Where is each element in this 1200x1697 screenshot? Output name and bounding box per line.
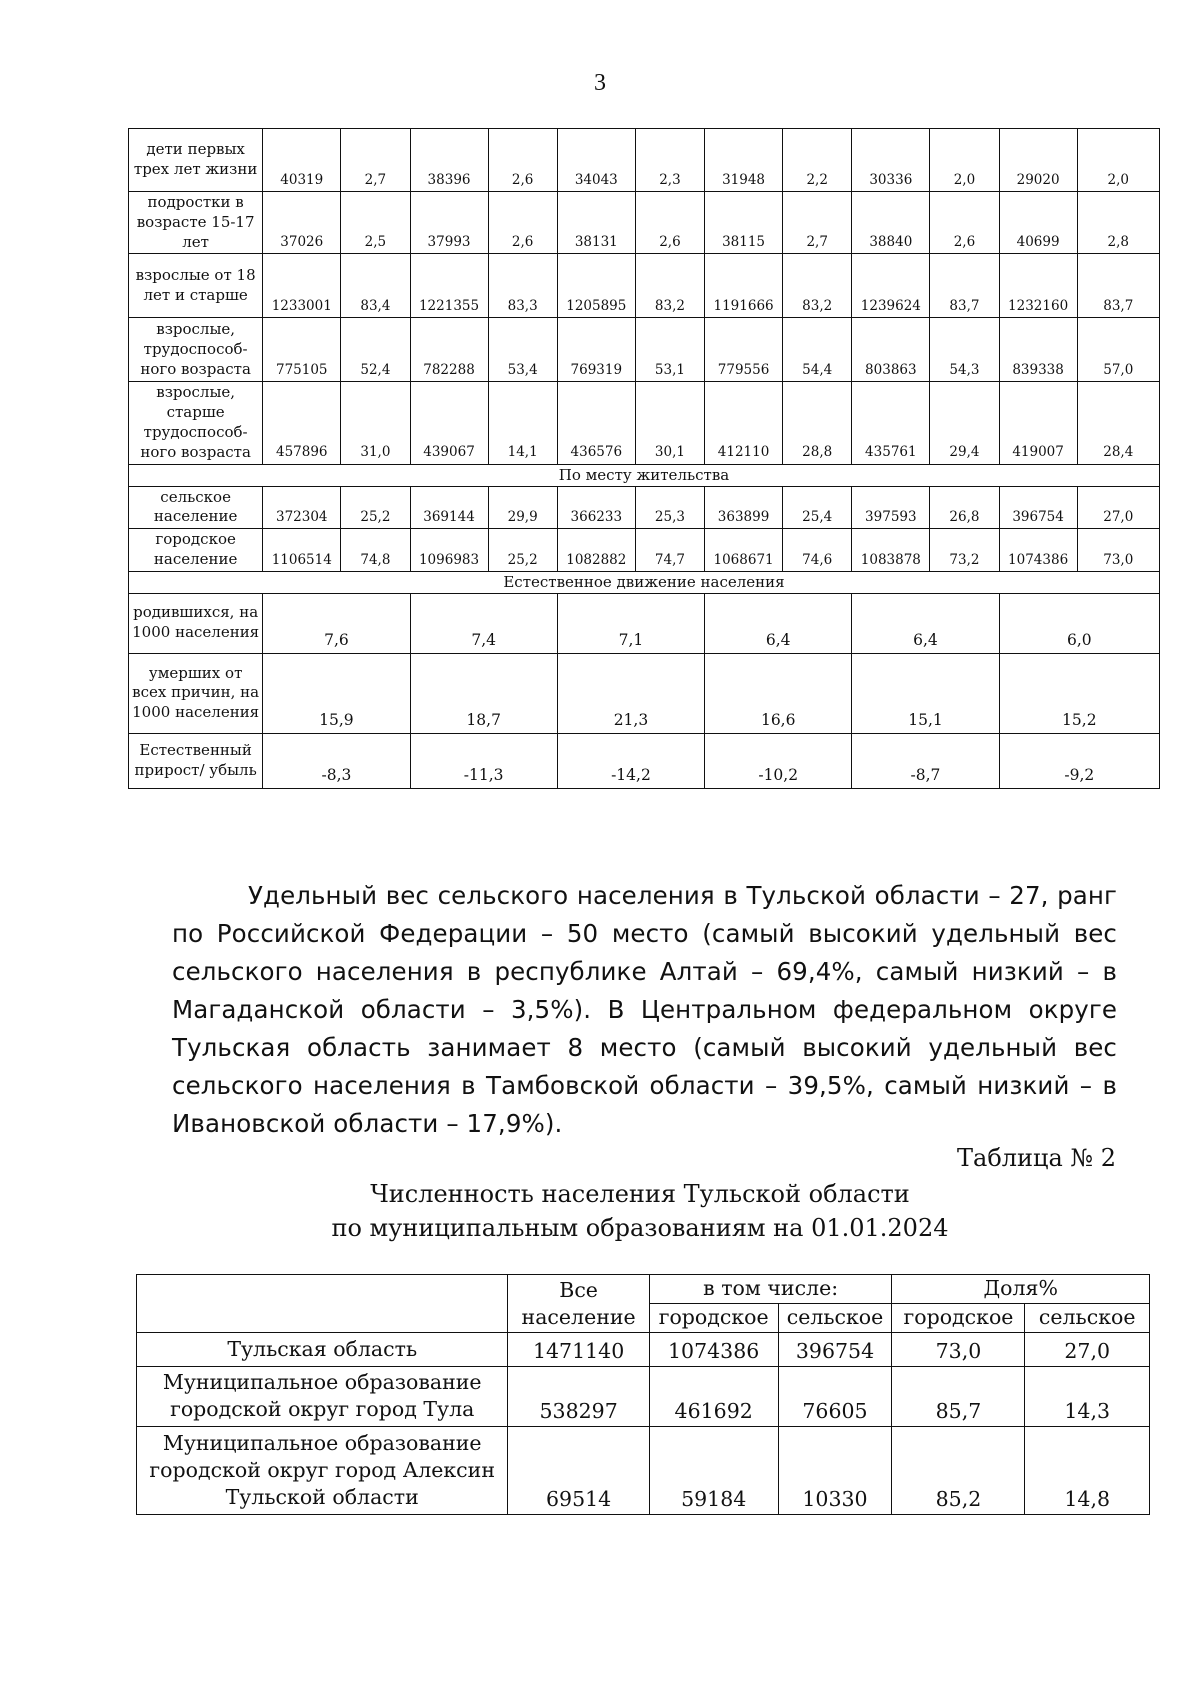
table-cell: 73,0 <box>1077 529 1159 572</box>
table-cell: -10,2 <box>705 733 852 788</box>
cell-share-rural: 14,8 <box>1025 1427 1150 1515</box>
table-cell: 775105 <box>263 318 341 382</box>
table-cell: -14,2 <box>557 733 704 788</box>
table-cell: 366233 <box>557 486 635 529</box>
table-row <box>129 593 1160 653</box>
table-cell: 369144 <box>410 486 488 529</box>
table-cell: -8,3 <box>263 733 410 788</box>
table-cell: 1082882 <box>557 529 635 572</box>
table-cell: 16,6 <box>705 653 852 733</box>
table-cell: 74,8 <box>341 529 410 572</box>
table-cell: 28,8 <box>783 382 852 464</box>
cell-urban: 1074386 <box>649 1333 778 1367</box>
table-row <box>129 192 1160 254</box>
table-cell: 31948 <box>705 129 783 192</box>
table-cell: -11,3 <box>410 733 557 788</box>
table-cell: 74,6 <box>783 529 852 572</box>
table-cell: 74,7 <box>635 529 704 572</box>
body-paragraph: Удельный вес сельского населения в Тульской области – 27, ранг по Российской Федерации – 50 место (самый высокий удельный вес сельского населения в республике Алтай – 69,4%, самый низкий – в Магаданской области – 3,5%). В Центральном федеральном округе Тульская область занимает 8 место (самый высокий удельный вес сельского населения в Тамбовской области – 39,5%, самый низкий – в Ивановской области – 17,9%). <box>172 881 1117 1138</box>
table-cell: 38396 <box>410 129 488 192</box>
cell-total: 69514 <box>508 1427 649 1515</box>
table-title <box>290 1177 990 1245</box>
row-label: Естественный прирост/ убыль <box>129 733 263 788</box>
table-cell: 21,3 <box>557 653 704 733</box>
table-row <box>137 1367 1150 1427</box>
table-cell: 29,9 <box>488 486 557 529</box>
table-cell: 2,6 <box>488 192 557 254</box>
table-cell: 769319 <box>557 318 635 382</box>
table-cell: 53,4 <box>488 318 557 382</box>
table-cell: 6,4 <box>705 593 852 653</box>
table-cell: 6,4 <box>852 593 999 653</box>
table-cell: 2,2 <box>783 129 852 192</box>
table-cell: 28,4 <box>1077 382 1159 464</box>
table-cell: 83,7 <box>1077 254 1159 318</box>
table-cell: 2,5 <box>341 192 410 254</box>
table-cell: 2,7 <box>341 129 410 192</box>
table-row <box>129 653 1160 733</box>
header-all-population: Все население <box>508 1275 649 1333</box>
table-cell: 37993 <box>410 192 488 254</box>
table-row <box>129 529 1160 572</box>
table-cell: 26,8 <box>930 486 999 529</box>
table-row <box>129 318 1160 382</box>
page-number: 3 <box>594 70 606 96</box>
table-cell: 57,0 <box>1077 318 1159 382</box>
table-cell: 439067 <box>410 382 488 464</box>
municipal-population-table <box>136 1274 1150 1515</box>
table-cell: 15,9 <box>263 653 410 733</box>
table-cell: -8,7 <box>852 733 999 788</box>
cell-share-rural: 27,0 <box>1025 1333 1150 1367</box>
table-cell: 38115 <box>705 192 783 254</box>
table-cell: 25,2 <box>341 486 410 529</box>
row-label: умерших от всех причин, на 1000 населения <box>129 653 263 733</box>
cell-rural: 76605 <box>778 1367 892 1427</box>
table-cell: -9,2 <box>999 733 1159 788</box>
table-cell: 2,0 <box>930 129 999 192</box>
table-cell: 1074386 <box>999 529 1077 572</box>
table-cell: 25,2 <box>488 529 557 572</box>
table-cell: 2,6 <box>930 192 999 254</box>
table-cell: 53,1 <box>635 318 704 382</box>
header-share: Доля% <box>892 1275 1150 1304</box>
row-label: подростки в возрасте 15-17 лет <box>129 192 263 254</box>
header-share-rural: сельское <box>1025 1304 1150 1333</box>
table-cell: 73,2 <box>930 529 999 572</box>
table-row <box>129 254 1160 318</box>
table-row <box>137 1427 1150 1515</box>
table-cell: 803863 <box>852 318 930 382</box>
header-urban: городское <box>649 1304 778 1333</box>
cell-share-urban: 85,2 <box>892 1427 1025 1515</box>
table-cell: 38840 <box>852 192 930 254</box>
table-cell: 54,4 <box>783 318 852 382</box>
table-cell: 31,0 <box>341 382 410 464</box>
table-cell: 37026 <box>263 192 341 254</box>
table-cell: 15,2 <box>999 653 1159 733</box>
table-row <box>129 486 1160 529</box>
table-cell: 14,1 <box>488 382 557 464</box>
table-row <box>129 733 1160 788</box>
table-cell: 419007 <box>999 382 1077 464</box>
municipality-name: Тульская область <box>137 1333 508 1367</box>
table-row <box>129 129 1160 192</box>
table-cell: 52,4 <box>341 318 410 382</box>
table-cell: 40319 <box>263 129 341 192</box>
table-cell: 6,0 <box>999 593 1159 653</box>
table-cell: 1205895 <box>557 254 635 318</box>
table-cell: 1106514 <box>263 529 341 572</box>
row-label: родившихся, на 1000 населения <box>129 593 263 653</box>
table-cell: 1068671 <box>705 529 783 572</box>
row-label: взрослые, старше трудоспособ-ного возраста <box>129 382 263 464</box>
municipality-name: Муниципальное образование городской округ город Алексин Тульской области <box>137 1427 508 1515</box>
table-cell: 7,1 <box>557 593 704 653</box>
cell-urban: 461692 <box>649 1367 778 1427</box>
table-cell: 2,0 <box>1077 129 1159 192</box>
table-title-line-1: Численность населения Тульской области <box>370 1180 910 1208</box>
table-cell: 457896 <box>263 382 341 464</box>
demographics-table <box>128 128 1160 789</box>
table-cell: 1233001 <box>263 254 341 318</box>
table-cell: 7,4 <box>410 593 557 653</box>
row-label: сельское население <box>129 486 263 529</box>
table-cell: 83,3 <box>488 254 557 318</box>
header-rural: сельское <box>778 1304 892 1333</box>
table-cell: 25,4 <box>783 486 852 529</box>
table-cell: 38131 <box>557 192 635 254</box>
table-cell: 397593 <box>852 486 930 529</box>
table-cell: 839338 <box>999 318 1077 382</box>
table-cell: 54,3 <box>930 318 999 382</box>
table-cell: 34043 <box>557 129 635 192</box>
municipality-name: Муниципальное образование городской округ город Тула <box>137 1367 508 1427</box>
table-cell: 30336 <box>852 129 930 192</box>
header-empty-cell <box>137 1275 508 1333</box>
table-title-line-2: по муниципальным образованиям на 01.01.2024 <box>331 1214 949 1242</box>
cell-total: 1471140 <box>508 1333 649 1367</box>
table-cell: 1232160 <box>999 254 1077 318</box>
table-cell: 1096983 <box>410 529 488 572</box>
table-cell: 396754 <box>999 486 1077 529</box>
table-number: Таблица № 2 <box>957 1144 1116 1172</box>
table-cell: 436576 <box>557 382 635 464</box>
row-label: взрослые от 18 лет и старше <box>129 254 263 318</box>
row-label: взрослые, трудоспособ-ного возраста <box>129 318 263 382</box>
table-cell: 1221355 <box>410 254 488 318</box>
table-cell: 27,0 <box>1077 486 1159 529</box>
table-cell: 372304 <box>263 486 341 529</box>
table-cell: 7,6 <box>263 593 410 653</box>
row-label: городское население <box>129 529 263 572</box>
cell-share-urban: 85,7 <box>892 1367 1025 1427</box>
cell-rural: 10330 <box>778 1427 892 1515</box>
section-header-residence: По месту жительства <box>129 464 1160 486</box>
table-row <box>129 382 1160 464</box>
table-cell: 2,8 <box>1077 192 1159 254</box>
table-cell: 29020 <box>999 129 1077 192</box>
table-cell: 782288 <box>410 318 488 382</box>
cell-total: 538297 <box>508 1367 649 1427</box>
table-cell: 363899 <box>705 486 783 529</box>
table-cell: 29,4 <box>930 382 999 464</box>
table-cell: 2,6 <box>488 129 557 192</box>
cell-share-urban: 73,0 <box>892 1333 1025 1367</box>
header-including: в том числе: <box>649 1275 892 1304</box>
table-cell: 779556 <box>705 318 783 382</box>
cell-rural: 396754 <box>778 1333 892 1367</box>
table-cell: 2,6 <box>635 192 704 254</box>
table-row <box>137 1333 1150 1367</box>
table-cell: 18,7 <box>410 653 557 733</box>
table-cell: 1083878 <box>852 529 930 572</box>
table-cell: 83,2 <box>783 254 852 318</box>
table-cell: 25,3 <box>635 486 704 529</box>
header-share-urban: городское <box>892 1304 1025 1333</box>
table-cell: 40699 <box>999 192 1077 254</box>
table-cell: 30,1 <box>635 382 704 464</box>
table-cell: 83,7 <box>930 254 999 318</box>
table-cell: 83,4 <box>341 254 410 318</box>
table-cell: 15,1 <box>852 653 999 733</box>
table-cell: 435761 <box>852 382 930 464</box>
table-cell: 1191666 <box>705 254 783 318</box>
table-cell: 412110 <box>705 382 783 464</box>
cell-urban: 59184 <box>649 1427 778 1515</box>
table-cell: 2,7 <box>783 192 852 254</box>
table-cell: 83,2 <box>635 254 704 318</box>
cell-share-rural: 14,3 <box>1025 1367 1150 1427</box>
section-header-natural: Естественное движение населения <box>129 571 1160 593</box>
row-label: дети первых трех лет жизни <box>129 129 263 192</box>
table-cell: 2,3 <box>635 129 704 192</box>
table-cell: 1239624 <box>852 254 930 318</box>
